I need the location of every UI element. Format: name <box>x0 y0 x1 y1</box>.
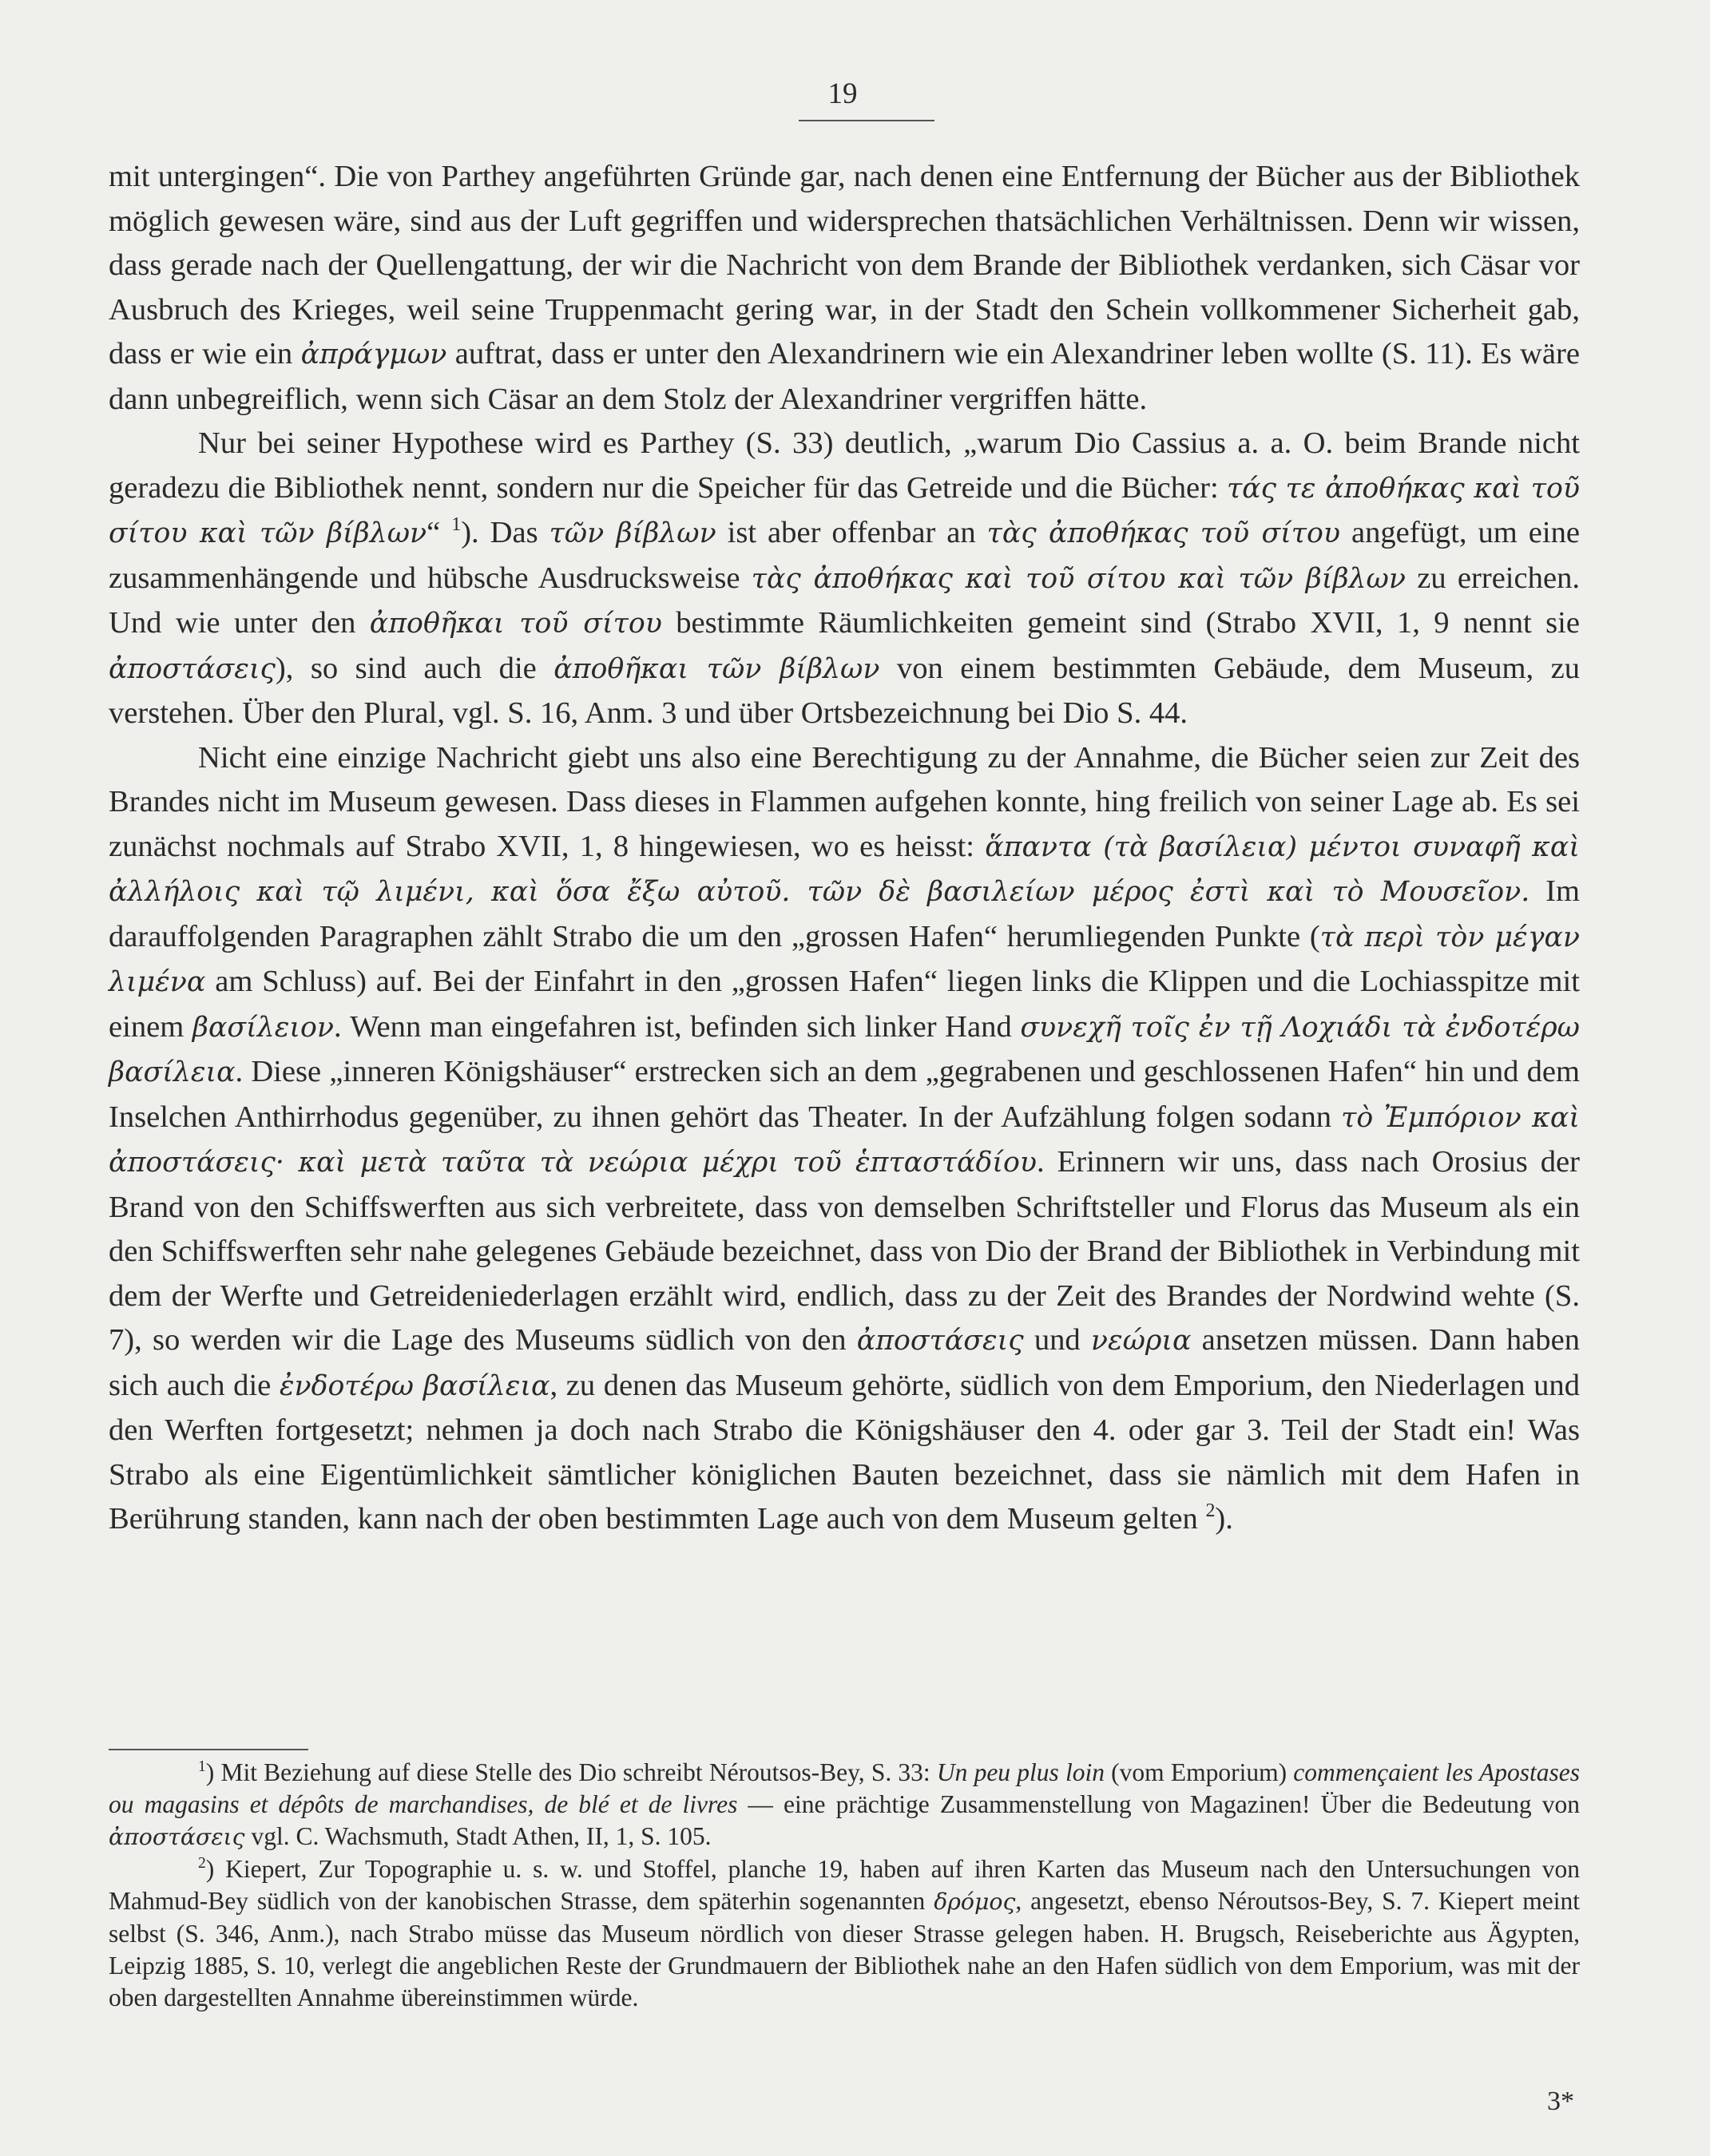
text-run: vgl. C. Wachsmuth, Stadt Athen, II, 1, S. 105. <box>244 1822 712 1850</box>
footnote-1 <box>109 1757 1580 1853</box>
greek-quote: ἐνδοτέρω βασίλεια <box>279 1369 550 1402</box>
greek-quote: νεώρια <box>1090 1325 1192 1357</box>
footnote-ref: 2 <box>1205 1500 1216 1522</box>
greek-quote: ἀποστάσεις <box>109 1824 245 1850</box>
greek-quote: ἀποστάσεις <box>109 652 276 685</box>
paragraph-2 <box>109 422 1580 736</box>
greek-quote: τὰς ἀποθήκας τοῦ σίτου <box>986 517 1340 549</box>
text-run: Nicht eine einzige Nachricht giebt uns also eine Berechtigung zu der Annahme, die Bücher seien zur Zeit des Brandes nicht im Museum gewesen. Dass dieses in Flammen aufgehen konnte, hing freilich von seiner Lage ab. Es sei zunächst nochmals auf Strabo XVII, 1, 8 hingewiesen, wo es heisst: <box>109 740 1580 863</box>
greek-quote: συνεχῆ τοῖς ἐν τῇ Λοχιάδι τὰ ἐνδοτέρω βασίλεια <box>109 1011 1580 1088</box>
greek-quote: τὸ Ἐμπόριον καὶ ἀποστάσεις· καὶ μετὰ ταῦτα τὰ νεώρια μέχρι τοῦ ἑπταστάδίου <box>109 1101 1580 1179</box>
text-run: zu erreichen. Und wie unter den <box>109 561 1580 640</box>
page-number-rule <box>799 120 934 121</box>
signature-mark: 3* <box>1547 2087 1574 2116</box>
text-run: auftrat, dass er unter den Alexandrinern wie ein Alexandriner leben wollte (S. 11). Es wäre dann unbegreiflich, wenn sich Cäsar an dem Stolz der Alexandriner vergriffen hätte. <box>109 337 1580 416</box>
text-run: . Diese „inneren Königshäuser“ erstrecken sich an dem „gegrabenen und geschlossenen Hafen“ hin und dem Inselchen Anthirrhodus gegenüber, zu ihnen gehört das Theater. In der Aufzählung folgen sodann <box>109 1055 1580 1134</box>
french-quote: commençaient les Apostases ou magasins et dépôts de marchandises, de blé et de livres <box>109 1758 1580 1818</box>
greek-quote: ἀποστάσεις <box>856 1325 1024 1357</box>
greek-quote: ἀπράγμων <box>300 339 447 371</box>
greek-quote: τὰς ἀποθήκας καὶ τοῦ σίτου καὶ τῶν βίβλων <box>751 562 1406 595</box>
french-quote: Un peu plus loin <box>936 1758 1105 1786</box>
footnote-rule <box>109 1749 308 1750</box>
text-run: . Erinnern wir uns, dass nach Orosius der Brand von den Schiffswerften aus sich verbreitete, dass von demselben Schriftsteller und Florus das Museum als ein den Schiffswerften sehr nahe gelegenes Gebäude bezeichnet, dass von Dio der Brand der Bibliothek in Verbindung mit dem der Werfte und Getreideniederlagen erzählt wird, endlich, dass zu der Zeit des Brandes der Nordwind wehte (S. 7), so werden wir die Lage des Museums südlich von den <box>109 1145 1580 1357</box>
greek-quote: ἀποθῆκαι τοῦ σίτου <box>369 608 662 640</box>
text-run: , zu denen das Museum gehörte, südlich von dem Emporium, den Niederlagen und den Werften fortgesetzt; nehmen ja doch nach Strabo die Königshäuser den 4. oder gar 3. Teil der Stadt ein! Was Strabo als eine Eigentümlichkeit sämtlicher königlichen Bauten bezeichnet, dass sie nämlich mit dem Hafen in Berührung standen, kann nach der oben bestimmten Lage auch von dem Museum gelten <box>109 1368 1580 1536</box>
text-run: (vom Emporium) <box>1104 1758 1294 1786</box>
footnote-ref: 1 <box>198 1758 206 1775</box>
text-run: ist aber offenbar an <box>716 516 987 549</box>
text-run: “ <box>427 516 452 549</box>
text-run: angefügt, um eine zusammenhängende und hübsche Ausdrucksweise <box>109 516 1580 595</box>
greek-quote: δρόμος <box>934 1888 1016 1915</box>
text-run: . Wenn man eingefahren ist, befinden sich linker Hand <box>333 1009 1021 1044</box>
footnote-ref: 1 <box>451 514 462 536</box>
text-run: ). Das <box>461 516 550 549</box>
text-run: von einem bestimmten Gebäude, dem Museum, zu verstehen. Über den Plural, vgl. S. 16, Anm. 3 und über Ortsbezeichnung bei Dio S. 44. <box>109 651 1581 730</box>
text-run: Nur bei seiner Hypothese wird es Parthey (S. 33) deutlich, „warum Dio Cassius a. a. O. beim Brande nicht geradezu die Bibliothek nennt, sondern nur die Speicher für das Getreide und die Bücher: <box>109 426 1580 505</box>
page-number: 19 <box>827 77 858 110</box>
greek-quote: ἀποθῆκαι τῶν βίβλων <box>553 652 880 685</box>
text-run: , angesetzt, ebenso Néroutsos-Bey, S. 7. Kiepert meint selbst (S. 346, Anm.), nach Strabo müsse das Museum nördlich von dieser Strasse gelegen haben. H. Brugsch, Reiseberichte aus Ägypten, Leipzig 1885, S. 10, verlegt die angeblichen Reste der Grundmauern der Bibliothek nahe an den Hafen südlich von dem Emporium, was mit der oben dargestellten Annahme übereinstimmen würde. <box>109 1887 1581 2011</box>
text-run: ), so sind auch die <box>275 651 554 685</box>
text-run: ) Kiepert, Zur Topographie u. s. w. und Stoffel, planche 19, haben auf ihren Karten das Museum nach den Untersuchungen von Mahmud-Bey südlich von der kanobischen Strasse, dem späterhin sogenannten <box>109 1855 1580 1915</box>
paragraph-3 <box>109 736 1580 1542</box>
text-run: Im darauffolgenden Paragraphen zählt Strabo die um den „grossen Hafen“ herumliegenden Punkte ( <box>109 874 1580 953</box>
greek-quote: τὰ περὶ τὸν μέγαν λιμένα <box>109 921 1580 998</box>
text-run: — eine prächtige Zusammenstellung von Magazinen! Über die Bedeutung von <box>737 1790 1580 1818</box>
greek-quote: βασίλειον <box>192 1011 334 1044</box>
text-run: ). <box>1215 1502 1233 1536</box>
greek-quote: τάς τε ἀποθήκας καὶ τοῦ σίτου καὶ τῶν βίβλων <box>109 472 1580 549</box>
text-run: ansetzen müssen. Dann haben sich auch die <box>109 1323 1581 1402</box>
text-run: bestimmte Räumlichkeiten gemeint sind (Strabo XVII, 1, 9 nennt sie <box>661 606 1580 640</box>
text-run: ) Mit Beziehung auf diese Stelle des Dio schreibt Néroutsos-Bey, S. 33: <box>205 1758 937 1786</box>
text-run: am Schluss) auf. Bei der Einfahrt in den „grossen Hafen“ liegen links die Klippen und die Lochiasspitze mit einem <box>109 965 1580 1044</box>
main-text <box>109 155 1580 1542</box>
greek-quote: τῶν βίβλων <box>549 517 716 549</box>
text-run: mit untergingen“. Die von Parthey angeführten Gründe gar, nach denen eine Entfernung der Bücher aus der Bibliothek möglich gewesen wäre, sind aus der Luft gegriffen und widersprechen thatsächlichen Verhältnissen. Denn wir wissen, dass gerade nach der Quellengattung, der wir die Nachricht von dem Brande der Bibliothek verdanken, sich Cäsar vor Ausbruch des Krieges, weil seine Truppenmacht gering war, in der Stadt den Schein vollkommener Sicherheit gab, dass er wie ein <box>109 160 1580 371</box>
footnotes <box>109 1757 1580 2014</box>
footnote-ref: 2 <box>198 1854 206 1872</box>
footnote-2 <box>109 1853 1580 2014</box>
paragraph-1 <box>109 155 1580 422</box>
greek-quote: ἅπαντα (τὰ βασίλεια) μέντοι συναφῆ καὶ ἀλλήλοις καὶ τῷ λιμένι, καὶ ὅσα ἔξω αὐτοῦ. τῶν δὲ βασιλείων μέρος ἐστὶ καὶ τὸ Μουσεῖον. <box>109 830 1580 908</box>
text-run: und <box>1023 1323 1091 1357</box>
